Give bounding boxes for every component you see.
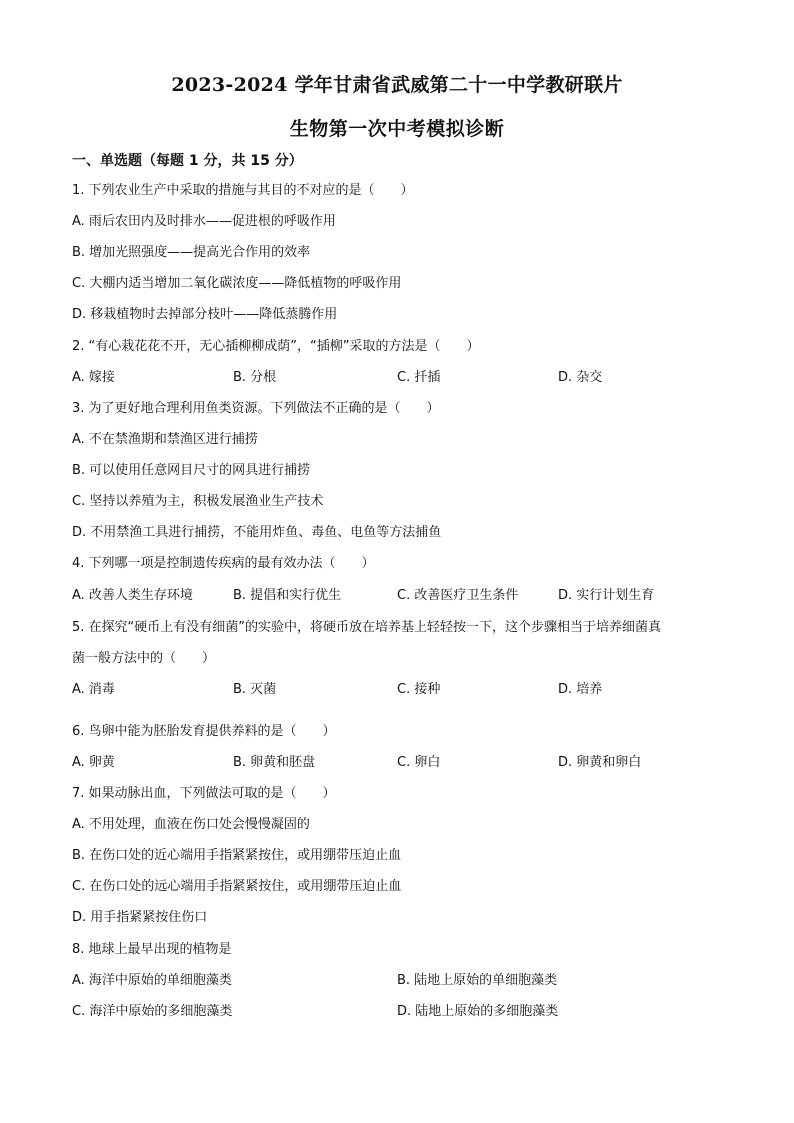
section-heading: 一、单选题（每题 1 分，共 15 分） xyxy=(72,153,303,169)
question-2-stem: 2. “有心栽花花不开，无心插柳柳成荫”，“插柳”采取的方法是（ ） xyxy=(72,339,480,354)
question-3-option-a: A. 不在禁渔期和禁渔区进行捕捞 xyxy=(72,432,258,447)
question-1-stem: 1. 下列农业生产中采取的措施与其目的不对应的是（ ） xyxy=(72,183,414,198)
question-4-option-a: A. 改善人类生存环境 xyxy=(72,588,193,603)
question-6-option-b: B. 卵黄和胚盘 xyxy=(233,755,316,770)
question-6-option-c: C. 卵白 xyxy=(397,755,441,770)
question-8-option-c: C. 海洋中原始的多细胞藻类 xyxy=(72,1004,233,1019)
question-5-option-b: B. 灭菌 xyxy=(233,682,277,697)
question-5-option-a: A. 消毒 xyxy=(72,682,115,697)
exam-title-line2: 生物第一次中考模拟诊断 xyxy=(289,118,505,140)
question-2-option-b: B. 分根 xyxy=(233,370,277,385)
question-4-option-b: B. 提倡和实行优生 xyxy=(233,588,342,603)
question-3-stem: 3. 为了更好地合理利用鱼类资源。下列做法不正确的是（ ） xyxy=(72,401,440,416)
question-4-option-c: C. 改善医疗卫生条件 xyxy=(397,588,519,603)
question-4-option-d: D. 实行计划生育 xyxy=(558,588,655,603)
question-8-option-b: B. 陆地上原始的单细胞藻类 xyxy=(397,973,558,988)
question-5-stem: 5. 在探究“硬币上有没有细菌”的实验中，将硬币放在培养基上轻轻按一下，这个步骤相当于培养细菌真 xyxy=(72,620,662,635)
question-7-option-c: C. 在伤口处的远心端用手指紧紧按住，或用绷带压迫止血 xyxy=(72,879,402,894)
question-7-option-a: A. 不用处理，血液在伤口处会慢慢凝固的 xyxy=(72,817,310,832)
question-7-option-b: B. 在伤口处的近心端用手指紧紧按住，或用绷带压迫止血 xyxy=(72,848,402,863)
question-3-option-c: C. 坚持以养殖为主，积极发展渔业生产技术 xyxy=(72,494,324,509)
question-8-option-a: A. 海洋中原始的单细胞藻类 xyxy=(72,973,232,988)
question-1-option-a: A. 雨后农田内及时排水——促进根的呼吸作用 xyxy=(72,214,336,229)
question-1-option-b: B. 增加光照强度——提高光合作用的效率 xyxy=(72,245,311,260)
question-7-option-d: D. 用手指紧紧按住伤口 xyxy=(72,910,208,925)
question-5-stem-cont: 菌一般方法中的（ ） xyxy=(72,651,216,666)
question-2-option-c: C. 扦插 xyxy=(397,370,441,385)
question-3-option-d: D. 不用禁渔工具进行捕捞，不能用炸鱼、毒鱼、电鱼等方法捕鱼 xyxy=(72,525,442,540)
question-2-option-a: A. 嫁接 xyxy=(72,370,115,385)
question-8-option-d: D. 陆地上原始的多细胞藻类 xyxy=(397,1004,559,1019)
question-8-stem: 8. 地球上最早出现的植物是 xyxy=(72,942,232,957)
question-5-option-d: D. 培养 xyxy=(558,682,603,697)
question-6-option-d: D. 卵黄和卵白 xyxy=(558,755,642,770)
question-5-option-c: C. 接种 xyxy=(397,682,441,697)
question-2-option-d: D. 杂交 xyxy=(558,370,603,385)
question-7-stem: 7. 如果动脉出血，下列做法可取的是（ ） xyxy=(72,786,336,801)
question-1-option-c: C. 大棚内适当增加二氧化碳浓度——降低植物的呼吸作用 xyxy=(72,276,402,291)
exam-title-line1: 2023-2024 学年甘肃省武威第二十一中学教研联片 xyxy=(171,74,623,96)
question-1-option-d: D. 移栽植物时去掉部分枝叶——降低蒸腾作用 xyxy=(72,307,338,322)
question-4-stem: 4. 下列哪一项是控制遗传疾病的最有效办法（ ） xyxy=(72,556,375,571)
question-3-option-b: B. 可以使用任意网目尺寸的网具进行捕捞 xyxy=(72,463,311,478)
question-6-stem: 6. 鸟卵中能为胚胎发育提供养料的是（ ） xyxy=(72,724,336,739)
question-6-option-a: A. 卵黄 xyxy=(72,755,115,770)
